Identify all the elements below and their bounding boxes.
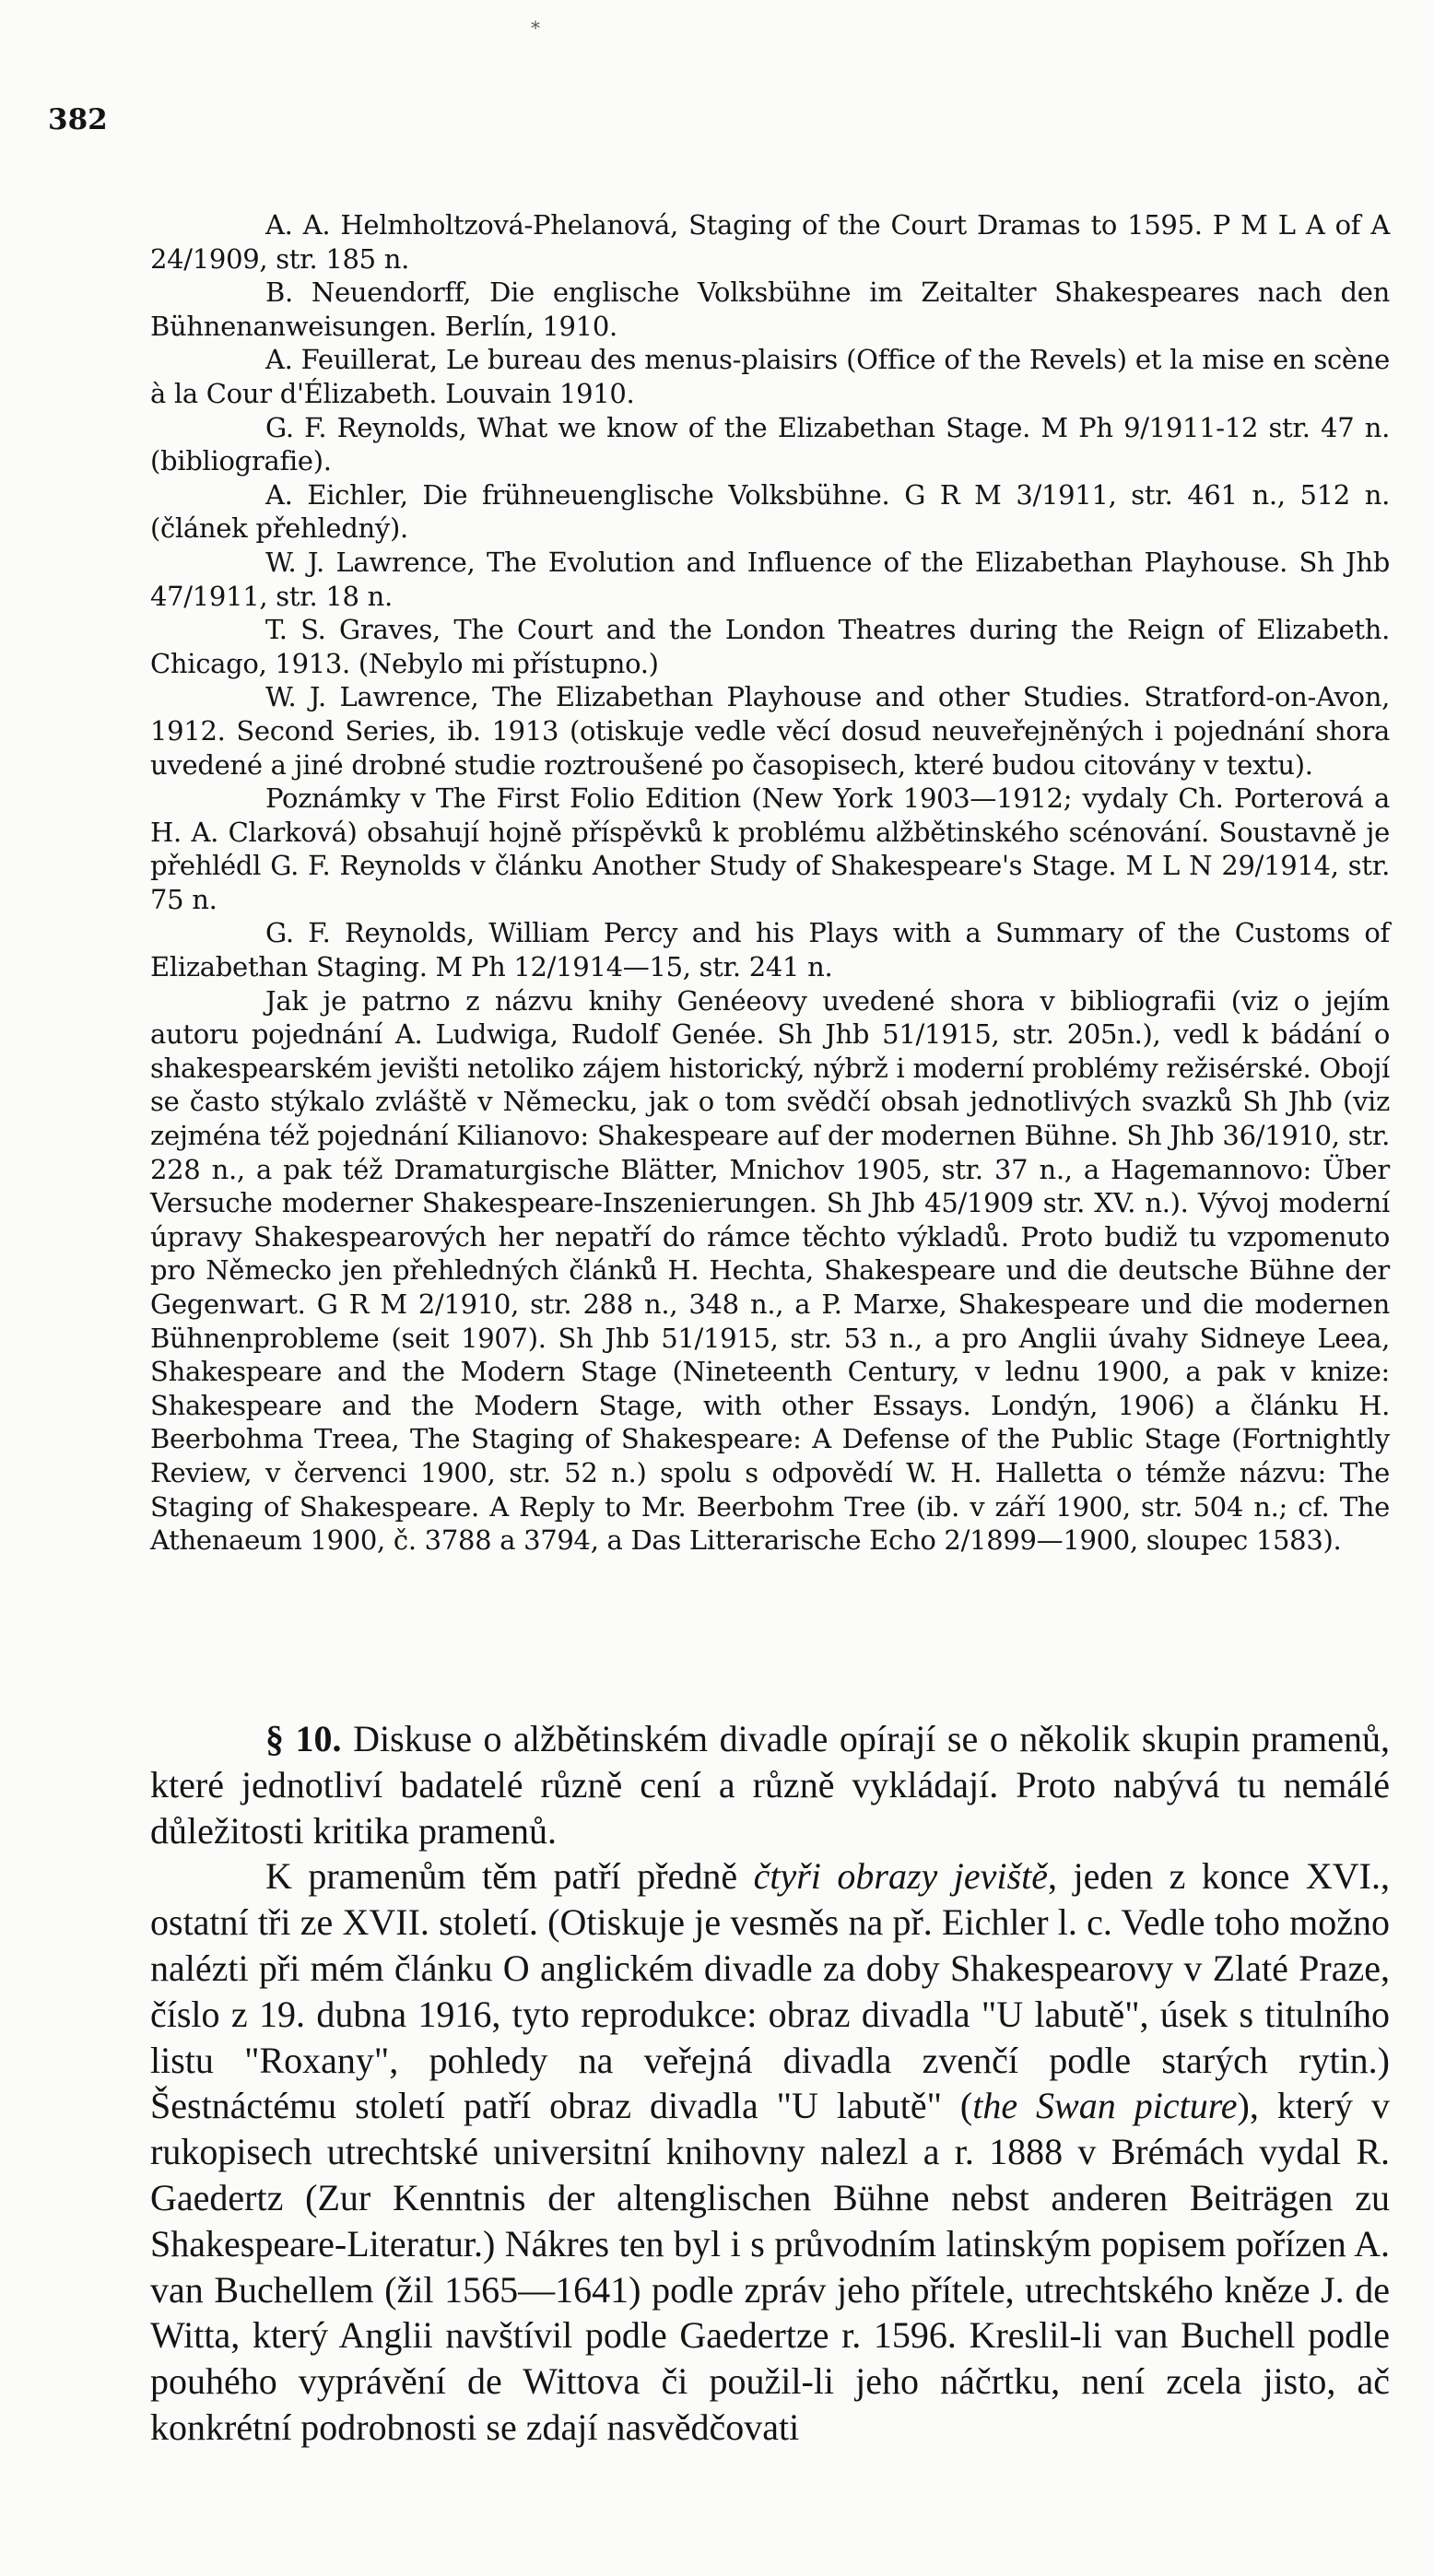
section-paragraph-1 <box>150 1716 1390 1853</box>
bib-entry: G. F. Reynolds, What we know of the Elizabethan Stage. M Ph 9/1911-12 str. 47 n. (bibliografie). <box>150 411 1390 477</box>
bib-entry: Poznámky v The First Folio Edition (New York 1903—1912; vydaly Ch. Porterová a H. A. Clarková) obsahují hojně příspěvků k problému alžbětinského scénování. Soustavně je přehlédl G. F. Reynolds v článku Another Study of Shakespeare's Stage. M L N 29/1914, str. 75 n. <box>150 782 1390 915</box>
page-number: 382 <box>48 103 108 136</box>
page-top-mark: * <box>531 17 540 39</box>
section-paragraph-1-text: Diskuse o alžbětinském divadle opírají se o několik skupin pramenů, které jednotliví badatelé různě cení a různě vykládají. Proto nabývá tu nemálé důležitosti kritika pramenů. <box>150 1718 1390 1852</box>
bib-note-paragraph: Jak je patrno z názvu knihy Genéeovy uvedené shora v bibliografii (viz o jejím autoru pojednání A. Ludwiga, Rudolf Genée. Sh Jhb 51/1915, str. 205n.), vedl k bádání o shakespearském jevišti netoliko zájem historický, nýbrž i moderní problémy režisérské. Obojí se často stýkalo zvláště v Německu, jak o tom svědčí obsah jednotlivých svazků Sh Jhb (viz zejména též pojednání Kilianovo: Shakespeare auf der modernen Bühne. Sh Jhb 36/1910, str. 228 n., a pak též Dramaturgische Blätter, Mnichov 1905, str. 37 n., a Hagemannovo: Über Versuche moderner Shakespeare-Inszenierungen. Sh Jhb 45/1909 str. XV. n.). Vývoj moderní úpravy Shakespearových her nepatří do rámce těchto výkladů. Proto budiž tu vzpomenuto pro Německo jen přehledných článků H. Hechta, Shakespeare und die deutsche Bühne der Gegenwart. G R M 2/1910, str. 288 n., 348 n., a P. Marxe, Shakespeare und die modernen Bühnenprobleme (seit 1907). Sh Jhb 51/1915, str. 53 n., a pro Anglii úvahy Sidneye Leea, Shakespeare and the Modern Stage (Nineteenth Century, v lednu 1900, a pak v knize: Shakespeare and the Modern Stage, with other Essays. Londýn, 1906) a článku H. Beerbohma Treea, The Staging of Shakespeare: A Defense of the Public Stage (Fortnightly Review, v červenci 1900, str. 52 n.) spolu s odpovědí W. H. Halletta o témže názvu: The Staging of Shakespeare. A Reply to Mr. Beerbohm Tree (ib. v září 1900, str. 504 n.; cf. The Athenaeum 1900, č. 3788 a 3794, a Das Litterarische Echo 2/1899—1900, sloupec 1583). <box>150 984 1390 1557</box>
bib-entry: A. A. Helmholtzová-Phelanová, Staging of the Court Dramas to 1595. P M L A of A 24/1909, str. 185 n. <box>150 209 1390 275</box>
section-number: § 10. <box>265 1718 342 1759</box>
p2-text-c: ), který v rukopisech utrechtské universitní knihovny nalezl a r. 1888 v Brémách vydal R. Gaedertz (Zur Kenntnis der altenglischen Bühne nebst anderen Beiträgen zu Shakespeare-Literatur.) Nákres ten byl i s průvodním latinským popisem pořízen A. van Buchellem (žil 1565—1641) podle zpráv jeho přítele, utrechtského kněze J. de Witta, který Anglii navštívil podle Gaedertze r. 1596. Kreslil-li van Buchell podle pouhého vyprávění de Wittova či použil-li jeho náčrtku, není zcela jisto, ač konkrétní podrobnosti se zdají nasvědčovati <box>150 2085 1390 2448</box>
bib-entry: W. J. Lawrence, The Elizabethan Playhouse and other Studies. Stratford-on-Avon, 1912. Second Series, ib. 1913 (otiskuje vedle věcí dosud neuveřejněných i pojednání shora uvedené a jiné drobné studie roztroušené po časopisech, které budou citovány v textu). <box>150 681 1390 781</box>
p2-text-a: K pramenům těm patří předně <box>265 1855 754 1898</box>
bibliography-block <box>150 208 1390 1558</box>
bib-entry: A. Eichler, Die frühneuenglische Volksbühne. G R M 3/1911, str. 461 n., 512 n. (článek přehledný). <box>150 478 1390 545</box>
bib-entry: G. F. Reynolds, William Percy and his Plays with a Summary of the Customs of Elizabethan Staging. M Ph 12/1914—15, str. 241 n. <box>150 917 1390 983</box>
section-paragraph-2 <box>150 1853 1390 2450</box>
bib-entry: W. J. Lawrence, The Evolution and Influence of the Elizabethan Playhouse. Sh Jhb 47/1911, str. 18 n. <box>150 546 1390 612</box>
p2-text-b: , jeden z konce XVI., ostatní tři ze XVII. století. (Otiskuje je vesměs na př. Eichler l. c. Vedle toho možno nalézti při mém článku O anglickém divadle za doby Shakespearovy v Zlaté Praze, číslo z 19. dubna 1916, tyto reprodukce: obraz divadla "U labutě", úsek s titulního listu "Roxany", pohledy na veřejná divadla zvenčí podle starých rytin.) Šestnáctému století patří obraz divadla "U labutě" ( <box>150 1855 1390 2127</box>
bib-entry: T. S. Graves, The Court and the London Theatres during the Reign of Elizabeth. Chicago, 1913. (Nebylo mi přístupno.) <box>150 614 1390 679</box>
p2-italic-term: čtyři obrazy jeviště <box>753 1855 1048 1898</box>
p2-italic-swan: the Swan picture <box>972 2085 1238 2127</box>
bib-entry: A. Feuillerat, Le bureau des menus-plaisirs (Office of the Revels) et la mise en scène à la Cour d'Élizabeth. Louvain 1910. <box>150 344 1390 409</box>
bib-entry: B. Neuendorff, Die englische Volksbühne im Zeitalter Shakespeares nach den Bühnenanweisungen. Berlín, 1910. <box>150 276 1390 342</box>
section-body <box>150 1716 1390 2451</box>
